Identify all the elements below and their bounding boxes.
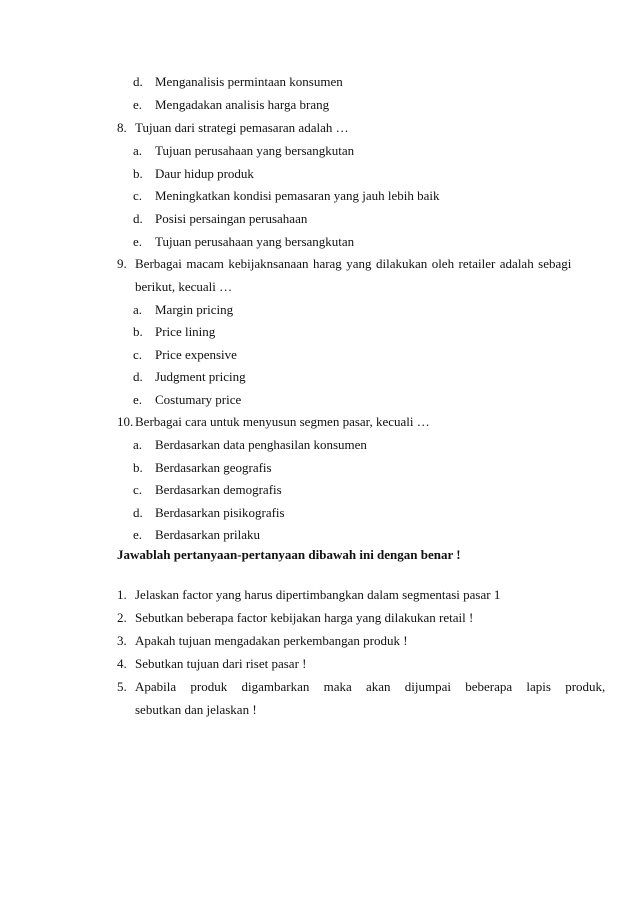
option-letter: d. — [133, 211, 143, 226]
option-text: Tujuan perusahaan yang bersangkutan — [155, 143, 355, 158]
question-number: 1. — [117, 587, 127, 602]
question-text: Apakah tujuan mengadakan perkembangan produk ! — [135, 633, 408, 648]
option-letter: c. — [133, 347, 143, 362]
option-text: Tujuan perusahaan yang bersangkutan — [155, 234, 355, 249]
option-text: Price expensive — [155, 347, 237, 362]
option-letter: e. — [133, 392, 143, 407]
option-text: Meningkatkan kondisi pemasaran yang jauh lebih baik — [155, 188, 440, 203]
option-letter: c. — [133, 482, 143, 497]
option-text: Berdasarkan geografis — [155, 460, 272, 475]
option-text: Berdasarkan data penghasilan konsumen — [155, 437, 367, 452]
option-text: Berdasarkan demografis — [155, 482, 282, 497]
question-text: Jelaskan factor yang harus dipertimbangkan dalam segmentasi pasar 1 — [135, 587, 501, 602]
option-text: Berdasarkan pisikografis — [155, 505, 285, 520]
question-text: Berbagai cara untuk menyusun segmen pasar, kecuali … — [135, 414, 430, 429]
option-text: Mengadakan analisis harga brang — [155, 97, 330, 112]
option-text: Costumary price — [155, 392, 242, 407]
option-letter: a. — [133, 143, 143, 158]
question-text-line2: berikut, kecuali … — [135, 279, 233, 294]
option-letter: a. — [133, 437, 143, 452]
option-letter: d. — [133, 74, 143, 89]
option-text: Judgment pricing — [155, 369, 246, 384]
question-number: 9. — [117, 256, 127, 271]
option-text: Menganalisis permintaan konsumen — [155, 74, 343, 89]
option-letter: c. — [133, 188, 143, 203]
essay-question-5 — [0, 678, 638, 696]
question-number: 10. — [117, 414, 134, 429]
option-letter: e. — [133, 527, 143, 542]
option-letter: d. — [133, 369, 143, 384]
option-letter: d. — [133, 505, 143, 520]
question-text-line1: Berbagai macam kebijaknsanaan harag yang dilakukan oleh retailer adalah sebagi — [135, 256, 572, 271]
question-9 — [0, 255, 638, 273]
option-letter: e. — [133, 97, 143, 112]
option-text: Price lining — [155, 324, 216, 339]
question-number: 5. — [117, 679, 127, 694]
question-text: Sebutkan tujuan dari riset pasar ! — [135, 656, 307, 671]
option-text: Daur hidup produk — [155, 166, 254, 181]
question-text: Sebutkan beberapa factor kebijakan harga yang dilakukan retail ! — [135, 610, 474, 625]
question-number: 3. — [117, 633, 127, 648]
section-heading: Jawablah pertanyaan-pertanyaan dibawah ini dengan benar ! — [117, 547, 461, 562]
option-letter: e. — [133, 234, 143, 249]
question-number: 8. — [117, 120, 127, 135]
option-letter: a. — [133, 302, 143, 317]
question-text-line1: Apabila produk digambarkan maka akan dijumpai beberapa lapis produk, — [135, 679, 606, 694]
question-text: Tujuan dari strategi pemasaran adalah … — [135, 120, 349, 135]
question-number: 4. — [117, 656, 127, 671]
question-text-line2: sebutkan dan jelaskan ! — [135, 702, 257, 717]
question-number: 2. — [117, 610, 127, 625]
option-text: Posisi persaingan perusahaan — [155, 211, 308, 226]
option-text: Margin pricing — [155, 302, 234, 317]
option-text: Berdasarkan prilaku — [155, 527, 261, 542]
option-letter: b. — [133, 166, 143, 181]
option-letter: b. — [133, 460, 143, 475]
option-letter: b. — [133, 324, 143, 339]
